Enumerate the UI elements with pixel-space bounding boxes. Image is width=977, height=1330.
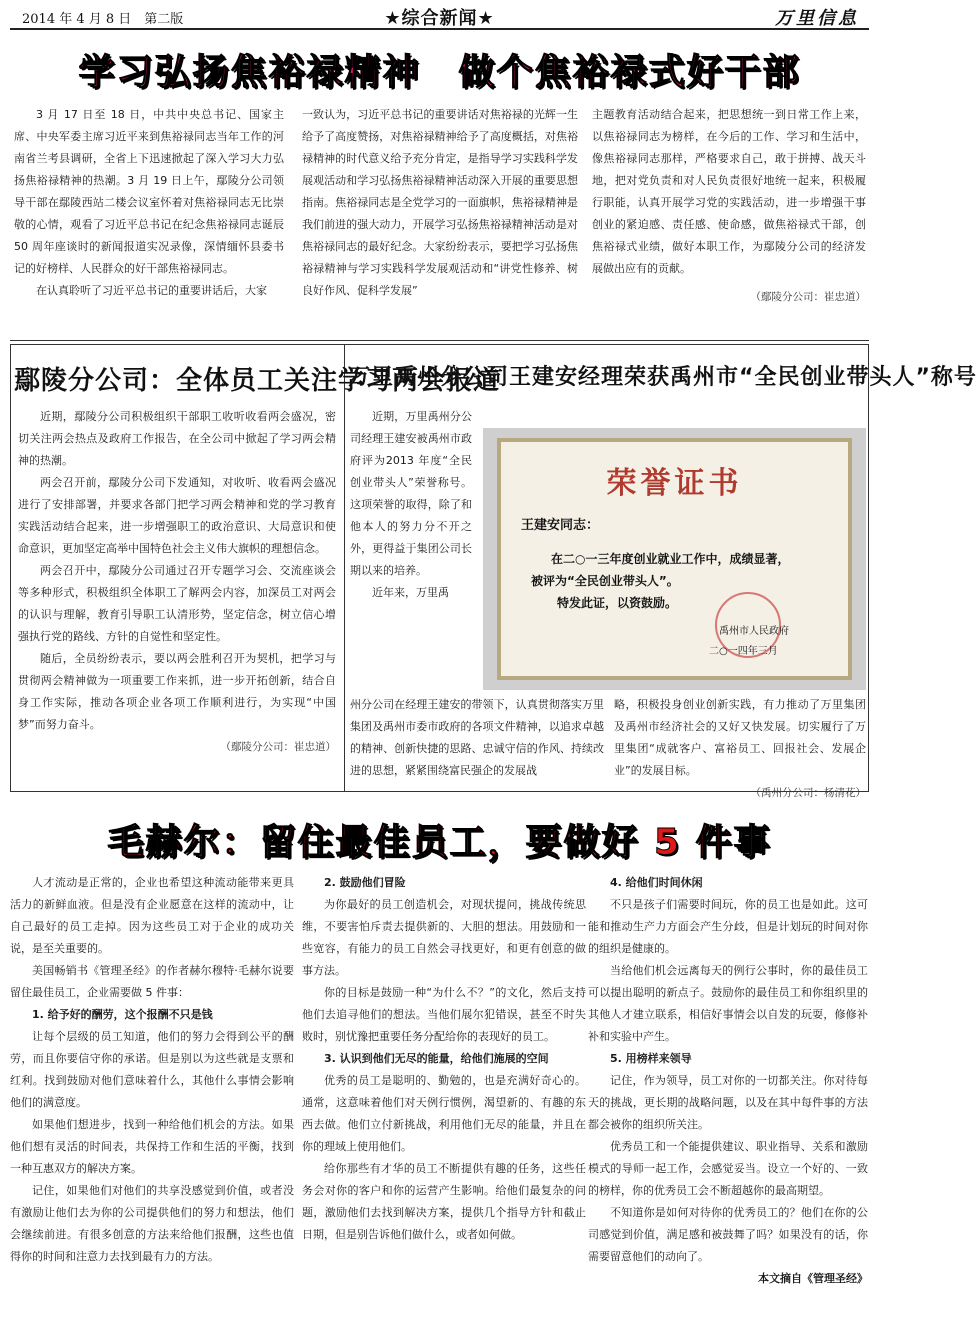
article4-paragraph: 为你最好的员工创造机会，对现状提问，挑战传统思维，不要害怕斥责去提供新的、大胆的想法。用鼓励和一些宽容，有能力的员工自然会寻找更好，和更有创意的做事方法。 <box>302 898 586 977</box>
article2-paragraph: 随后，全员纷纷表示，要以两会胜利召开为契机，把学习与贯彻两会精神做为一项重要工作来抓，进一步开拓创新，结合自身工作实际，推动各项企业各项工作顺利进行，为实现“中国梦”而努力奋斗。 <box>18 652 336 731</box>
article2-body <box>18 406 336 758</box>
article4-source-note: 本文摘自《管理圣经》 <box>758 1272 868 1285</box>
article3-side-text <box>350 406 472 604</box>
article4-subheading: 3. 认识到他们无尽的能量，给他们施展的空间 <box>324 1052 549 1065</box>
article4-paragraph: 不知道你是如何对待你的优秀员工的？他们在你的公司感觉到价值，满足感和被鼓舞了吗？如果没有的话，你需要留意他们的动向了。 <box>588 1206 868 1263</box>
certificate-issuer: 禹州市人民政府 <box>719 626 789 637</box>
certificate-recipient: 王建安同志： <box>521 518 600 533</box>
article1-paragraph: 3 月 17 日至 18 日，中共中央总书记、国家主席、中央军委主席习近平来到焦裕禄同志当年工作的河南省兰考县调研，全省上下迅速掀起了深入学习大力弘扬焦裕禄精神的热潮。3 月 19 日上午，鄢陵分公司领导干部在鄢陵西站二楼会议室怀着对焦裕禄同志无比崇敬的心情，观看了习近平总书记在纪念焦裕禄同志诞辰 50 周年座谈时的新闻报道实况录像，深情缅怀县委书记的好榜样、人民群众的好干部焦裕禄同志。 <box>14 108 284 275</box>
article3-paragraph: 近期，万里禹州分公司经理王建安被禹州市政府评为2013 年度“全民创业带头人”荣誉称号。这项荣誉的取得，除了和他本人的努力分不开之外，更得益于集团公司长期以来的培养。 <box>350 410 472 577</box>
certificate-line: 特发此证，以资鼓励。 <box>557 596 678 610</box>
article3-bottom-left <box>350 694 604 782</box>
masthead <box>10 4 869 30</box>
article1-paragraph: 在认真聆听了习近平总书记的重要讲话后，大家 <box>36 284 267 297</box>
article4-subheading: 5. 用榜样来领导 <box>610 1052 692 1065</box>
article1-col2 <box>302 104 578 302</box>
article2-paragraph: 近期，鄢陵分公司积极组织干部职工收听收看两会盛况，密切关注两会热点及政府工作报告，在全公司中掀起了学习两会精神的热潮。 <box>18 410 336 467</box>
article1-col3 <box>592 104 866 308</box>
article3-paragraph: 州分公司在经理王建安的带领下，认真贯彻落实万里集团及禹州市委市政府的各项文件精神，以追求卓越的精神、创新快捷的思路、忠诚守信的作风、持续改进的思想，紧紧围绕富民强企的发展战 <box>350 698 604 777</box>
article2-paragraph: 两会召开前，鄢陵分公司下发通知，对收听、收看两会盛况进行了安排部署，并要求各部门把学习两会精神和党的学习教育实践活动结合起来，进一步增强职工的政治意识、大局意识和使命意识，更加坚定高举中国特色社会主义伟大旗帜的理想信念。 <box>18 476 336 555</box>
article4-subheading: 1. 给予好的酬劳，这个报酬不只是钱 <box>32 1008 213 1021</box>
article4-col1 <box>10 872 294 1268</box>
article4-paragraph: 当给他们机会远离每天的例行公事时，你的最佳员工可以提出聪明的新点子。鼓励你的最佳员工和你组织里的其他人才建立联系，相信好事情会以自发的玩耍，修修补补和实验中产生。 <box>588 964 868 1043</box>
certificate <box>497 438 852 680</box>
article4-paragraph: 给你那些有才华的员工不断提供有趣的任务，这些任务会对你的客户和你的运营产生影响。给他们最复杂的问题，激励他们去找到解决方案，提供几个指导方针和截止日期，但是别告诉他们做什么，或者如何做。 <box>302 1162 586 1241</box>
article4-paragraph: 如果他们想进步，找到一种给他们机会的方法。如果他们想有灵活的时间表，共保持工作和生活的平衡，找到一种互惠双方的解决方案。 <box>10 1118 294 1175</box>
column-divider <box>344 344 345 792</box>
paper-name: 万里信息 <box>775 8 859 29</box>
article4-paragraph: 让每个层级的员工知道，他们的努力会得到公平的酬劳，而且你要信守你的承诺。但是别以为这些就是支票和红利。找到鼓励对他们意味着什么，其他什么事情会影响他们的满意度。 <box>10 1030 294 1109</box>
article4-paragraph: 优秀员工和一个能提供建议、职业指导、关系和激励模式的导师一起工作，会感觉妥当。设立一个好的、一致的榜样，你的优秀员工会不断超越你的最高期望。 <box>588 1140 868 1197</box>
article4-subheading: 2. 鼓励他们冒险 <box>324 876 406 889</box>
certificate-line: 被评为“全民创业带头人”。 <box>531 574 679 588</box>
article4-headline: 毛赫尔：留住最佳员工，要做好 5 件事 <box>107 822 772 863</box>
article3-paragraph: 近年来，万里禹 <box>372 586 449 599</box>
article2-headline: 鄢陵分公司：全体员工关注学习两会报道 <box>14 366 501 396</box>
article4-subheading: 4. 给他们时间休闲 <box>610 876 703 889</box>
divider <box>10 340 869 341</box>
article1-paragraph: 主题教育活动结合起来，把思想统一到日常工作上来，以焦裕禄同志为榜样，在今后的工作、学习和生活中，像焦裕禄同志那样，严格要求自己，敢于拼搏、战天斗地，把对党负责和对人民负责很好地统一起来，积极履行职能，认真开展学习党的实践活动，进一步增强干事创业的紧迫感、责任感、使命感，做焦裕禄式干部，创焦裕禄式业绩，做好本职工作，为鄢陵分公司的经济发展做出应有的贡献。 <box>592 108 866 275</box>
article2-byline: （鄢陵分公司：崔忠道） <box>220 741 336 753</box>
article3-byline: （禹州分公司：杨清花） <box>750 787 866 799</box>
article4-paragraph: 记住，作为领导，员工对你的一切都关注。你对待每天的挑战，更长期的战略问题，以及在其中每件事的方法都会被你的组织所关注。 <box>588 1074 868 1131</box>
article1-paragraph: 一致认为，习近平总书记的重要讲话对焦裕禄的光辉一生给予了高度赞扬，对焦裕禄精神给予了高度概括，对焦裕禄精神的时代意义给予充分肯定，是指导学习实践科学发展观活动和学习弘扬焦裕禄精神活动深入开展的重要思想指南。焦裕禄同志是全党学习的一面旗帜，焦裕禄精神是我们前进的强大动力，开展学习弘扬焦裕禄精神活动是对焦裕禄同志的最好纪念。大家纷纷表示，要把学习弘扬焦裕禄精神与学习实践科学发展观活动和“讲党性修养、树良好作风、促科学发展” <box>302 108 578 297</box>
article1-col1 <box>14 104 284 302</box>
certificate-date: 二○一四年三月 <box>709 646 778 657</box>
article4-paragraph: 美国畅销书《管理圣经》的作者赫尔穆特·毛赫尔说要留住最佳员工，企业需要做 5 件事： <box>10 964 294 999</box>
article3-paragraph: 略，积极投身创业创新实践，有力推动了万里集团及禹州市经济社会的又好又快发展。切实履行了万里集团“成就客户、富裕员工、回报社会、发展企业”的发展目标。 <box>614 698 866 777</box>
certificate-line: 在二○一三年度创业就业工作中，成绩显著， <box>551 552 790 566</box>
article4-paragraph: 优秀的员工是聪明的、勤勉的，也是充满好奇心的。通常，这意味着他们对天例行惯例，渴望新的、有趣的东西去做。他们立付新挑战，利用他们无尽的能量，并且在你的理域上使用他们。 <box>302 1074 586 1153</box>
article4-col3 <box>588 872 868 1290</box>
article4-paragraph: 不只是孩子们需要时间玩，你的员工也是如此。这可能和推动生产力方面会产生分歧，但是计划玩的时间对你的组织是健康的。 <box>588 898 868 955</box>
honor-certificate-photo <box>483 428 866 690</box>
article4-paragraph: 记住，如果他们对他们的共享没感觉到价值，或者没有激励让他们去为你的公司提供他们的努力和想法，他们会继续前进。有很多创意的方法来给他们报酬，这些也值得你的时间和注意力去找到最有力的方法。 <box>10 1184 294 1263</box>
certificate-title: 荣誉证书 <box>606 466 743 501</box>
article4-paragraph: 你的目标是鼓励一种“为什么不？”的文化，然后支持他们去追寻他们的想法。当他们展尔犯错误，甚至不时失败时，别忧豫把重要任务分配给你的表现好的员工。 <box>302 986 586 1043</box>
section-title: ★综合新闻★ <box>384 8 495 29</box>
issue-date: 2014 年 4 月 8 日 第二版 <box>22 12 184 27</box>
article1-byline: （鄢陵分公司：崔忠道） <box>750 291 866 303</box>
article3-headline: 万里禹州分公司王建安经理荣获禹州市“全民创业带头人”称号 <box>348 365 977 390</box>
article1-headline: 学习弘扬焦裕禄精神 做个焦裕禄式好干部 <box>78 52 801 93</box>
article4-paragraph: 人才流动是正常的，企业也希望这种流动能带来更具活力的新鲜血液。但是没有企业愿意在这样的流动中，让自己最好的员工走掉。因为这些员工对于企业的成功关说，是至关重要的。 <box>10 876 294 955</box>
article2-paragraph: 两会召开中，鄢陵分公司通过召开专题学习会、交流座谈会等多种形式，积极组织全体职工了解两会内容，加深员工对两会的认识与理解，教育引导职工认清形势，坚定信念，树立信心增强执行党的路线、方针的自觉性和坚定性。 <box>18 564 336 643</box>
article3-bottom-right <box>614 694 866 804</box>
article4-col2 <box>302 872 586 1246</box>
